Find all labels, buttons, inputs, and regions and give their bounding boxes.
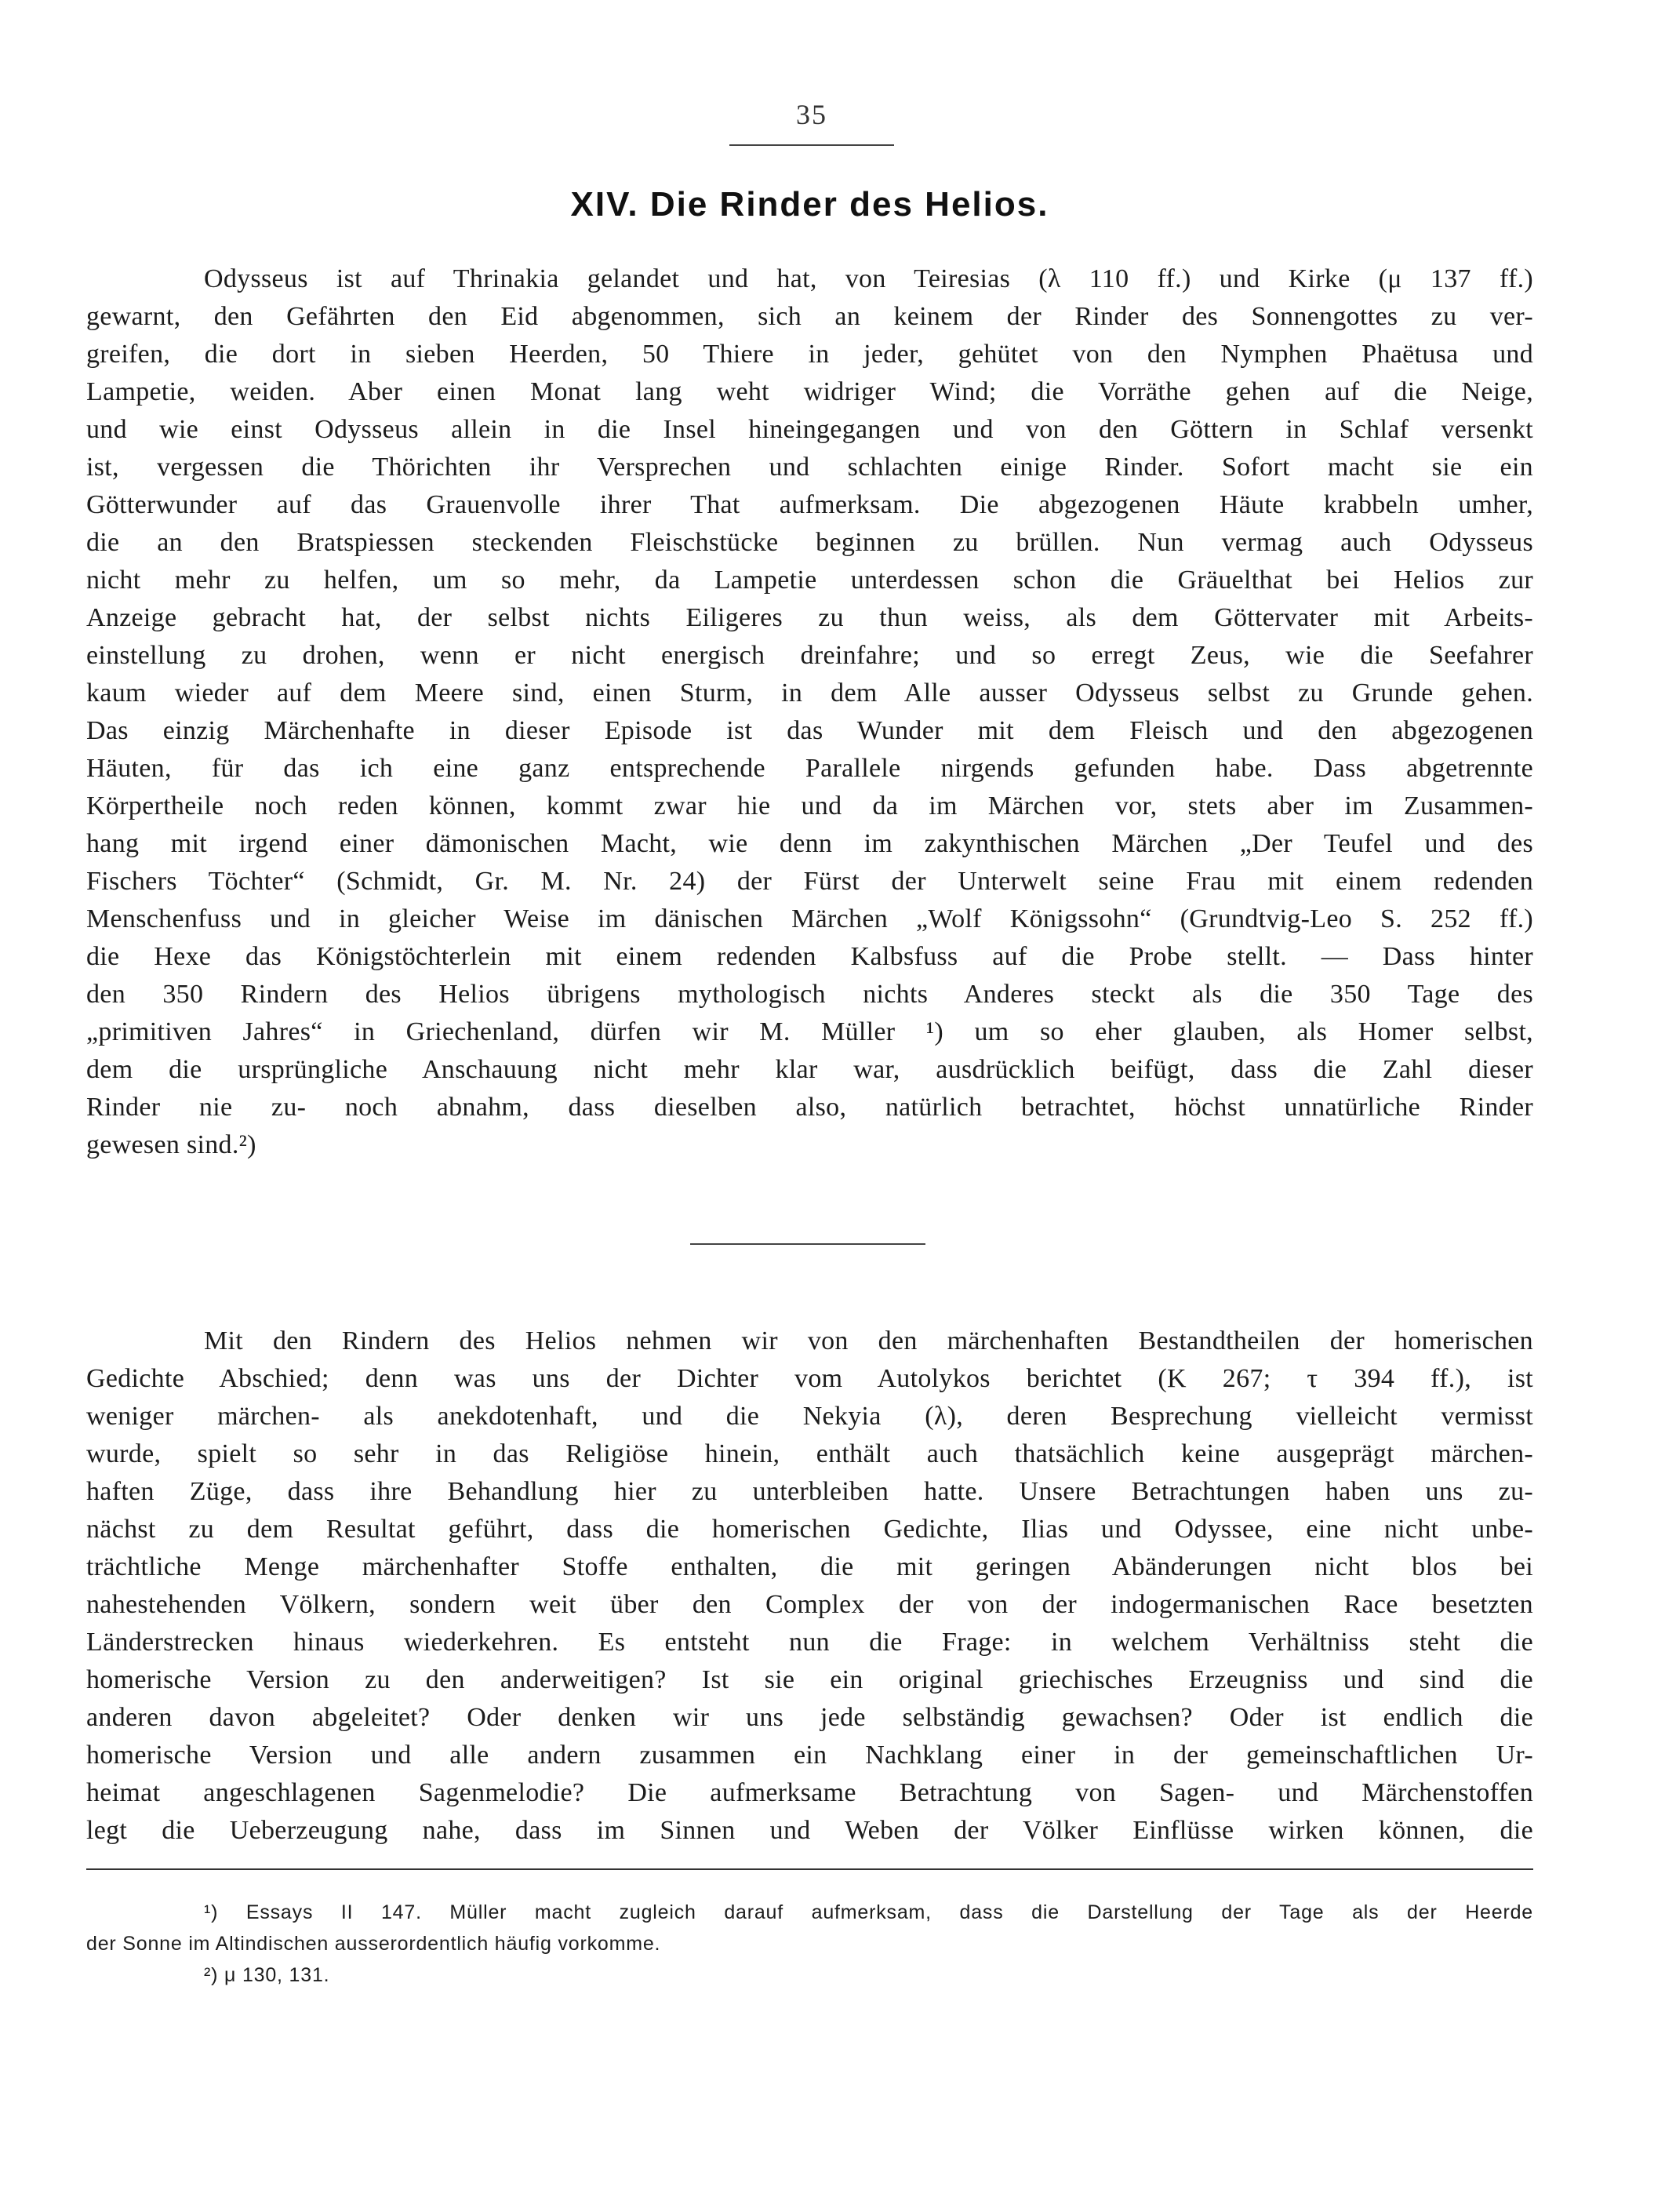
footnote-1-continued: der Sonne im Altindischen ausserordentlich häufig vorkomme. xyxy=(86,1933,661,1955)
text-line: wurde, spielt so sehr in das Religiöse hinein, enthält auch thatsächlich keine ausgeprägt märchen- xyxy=(86,1439,1533,1468)
text-line: weniger märchen- als anekdotenhaft, und die Nekyia (λ), deren Besprechung vielleicht vermisst xyxy=(86,1402,1533,1431)
text-line: ist, vergessen die Thörichten ihr Versprechen und schlachten einige Rinder. Sofort macht sie ein xyxy=(86,453,1533,482)
text-line: trächtliche Menge märchenhafter Stoffe enthalten, die mit geringen Abänderungen nicht blos bei xyxy=(86,1552,1533,1581)
text-line: Odysseus ist auf Thrinakia gelandet und hat, von Teiresias (λ 110 ff.) und Kirke (μ 137 ff.) xyxy=(204,264,1533,293)
text-line: gewarnt, den Gefährten den Eid abgenommen, sich an keinem der Rinder des Sonnengottes zu ver- xyxy=(86,302,1533,331)
text-line: nicht mehr zu helfen, um so mehr, da Lampetie unterdessen schon die Gräuelthat bei Helios zur xyxy=(86,566,1533,595)
text-line: Das einzig Märchenhafte in dieser Episode ist das Wunder mit dem Fleisch und den abgezogenen xyxy=(86,716,1533,745)
text-line: Länderstrecken hinaus wiederkehren. Es entsteht nun die Frage: in welchem Verhältniss steht die xyxy=(86,1628,1533,1657)
text-line: Götterwunder auf das Grauenvolle ihrer That aufmerksam. Die abgezogenen Häute krabbeln umher, xyxy=(86,490,1533,519)
text-line: gewesen sind.²) xyxy=(86,1130,256,1159)
text-line: anderen davon abgeleitet? Oder denken wir uns jede selbständig gewachsen? Oder ist endlich die xyxy=(86,1703,1533,1732)
text-line: homerische Version zu den anderweitigen? Ist sie ein original griechisches Erzeugniss und sind die xyxy=(86,1665,1533,1694)
text-line: Körpertheile noch reden können, kommt zwar hie und da im Märchen vor, stets aber im Zusammen- xyxy=(86,791,1533,820)
text-line: greifen, die dort in sieben Heerden, 50 Thiere in jeder, gehütet von den Nymphen Phaëtusa und xyxy=(86,340,1533,369)
text-line: dem die ursprüngliche Anschauung nicht mehr klar war, ausdrücklich beifügt, dass die Zahl dieser xyxy=(86,1055,1533,1084)
paragraph-helios xyxy=(86,260,1533,1164)
footnote-divider xyxy=(86,1868,1533,1870)
text-line: Mit den Rindern des Helios nehmen wir von den märchenhaften Bestandtheilen der homerischen xyxy=(204,1326,1533,1355)
section-divider xyxy=(690,1243,925,1245)
text-line: heimat angeschlagenen Sagenmelodie? Die aufmerksame Betrachtung von Sagen- und Märchenstoffen xyxy=(86,1778,1533,1807)
footnotes xyxy=(86,1897,1533,1991)
text-line: Gedichte Abschied; denn was uns der Dichter vom Autolykos berichtet (Κ 267; τ 394 ff.), ist xyxy=(86,1364,1533,1393)
text-line: Häuten, für das ich eine ganz entsprechende Parallele nirgends gefunden habe. Dass abgetrennte xyxy=(86,754,1533,783)
text-line: kaum wieder auf dem Meere sind, einen Sturm, in dem Alle ausser Odysseus selbst zu Grunde gehen. xyxy=(86,679,1533,708)
text-line: homerische Version und alle andern zusammen ein Nachklang einer in der gemeinschaftlichen Ur- xyxy=(86,1741,1533,1770)
text-line: nahestehenden Völkern, sondern weit über den Complex der von der indogermanischen Race besetzten xyxy=(86,1590,1533,1619)
text-line: Anzeige gebracht hat, der selbst nichts Eiligeres zu thun weiss, als dem Göttervater mit Arbeits- xyxy=(86,603,1533,632)
text-line: nächst zu dem Resultat geführt, dass die homerischen Gedichte, Ilias und Odyssee, eine nicht unbe- xyxy=(86,1515,1533,1544)
text-line: die an den Bratspiessen steckenden Fleischstücke beginnen zu brüllen. Nun vermag auch Odysseus xyxy=(86,528,1533,557)
page-number: 35 xyxy=(796,99,827,130)
text-line: einstellung zu drohen, wenn er nicht energisch dreinfahre; und so erregt Zeus, wie die Seefahrer xyxy=(86,641,1533,670)
text-line: haften Züge, dass ihre Behandlung hier zu unterbleiben hatte. Unsere Betrachtungen haben uns zu- xyxy=(86,1477,1533,1506)
paragraph-conclusion xyxy=(86,1322,1533,1850)
text-line: Lampetie, weiden. Aber einen Monat lang weht widriger Wind; die Vorräthe gehen auf die Neige, xyxy=(86,377,1533,406)
footnote-2: ²) μ 130, 131. xyxy=(204,1964,330,1986)
text-line: Fischers Töchter“ (Schmidt, Gr. M. Nr. 24) der Fürst der Unterwelt seine Frau mit einem redenden xyxy=(86,867,1533,896)
footnote-1: ¹) Essays II 147. Müller macht zugleich darauf aufmerksam, dass die Darstellung der Tage als der Heerde xyxy=(204,1901,1533,1923)
text-line: die Hexe das Königstöchterlein mit einem redenden Kalbsfuss auf die Probe stellt. — Dass hinter xyxy=(86,942,1533,971)
text-line: Menschenfuss und in gleicher Weise im dänischen Märchen „Wolf Königssohn“ (Grundtvig-Leo S. 252 ff.) xyxy=(86,904,1533,933)
page-number-rule xyxy=(729,144,894,146)
text-line: hang mit irgend einer dämonischen Macht, wie denn im zakynthischen Märchen „Der Teufel und des xyxy=(86,829,1533,858)
chapter-title: XIV. Die Rinder des Helios. xyxy=(570,185,1049,224)
text-line: Rinder nie zu- noch abnahm, dass dieselben also, natürlich betrachtet, höchst unnatürliche Rinder xyxy=(86,1093,1533,1122)
text-line: legt die Ueberzeugung nahe, dass im Sinnen und Weben der Völker Einflüsse wirken können, die xyxy=(86,1816,1533,1845)
text-line: „primitiven Jahres“ in Griechenland, dürfen wir M. Müller ¹) um so eher glauben, als Homer selbst, xyxy=(86,1017,1533,1046)
text-line: den 350 Rindern des Helios übrigens mythologisch nichts Anderes steckt als die 350 Tage des xyxy=(86,980,1533,1009)
text-line: und wie einst Odysseus allein in die Insel hineingegangen und von den Göttern in Schlaf versenkt xyxy=(86,415,1533,444)
